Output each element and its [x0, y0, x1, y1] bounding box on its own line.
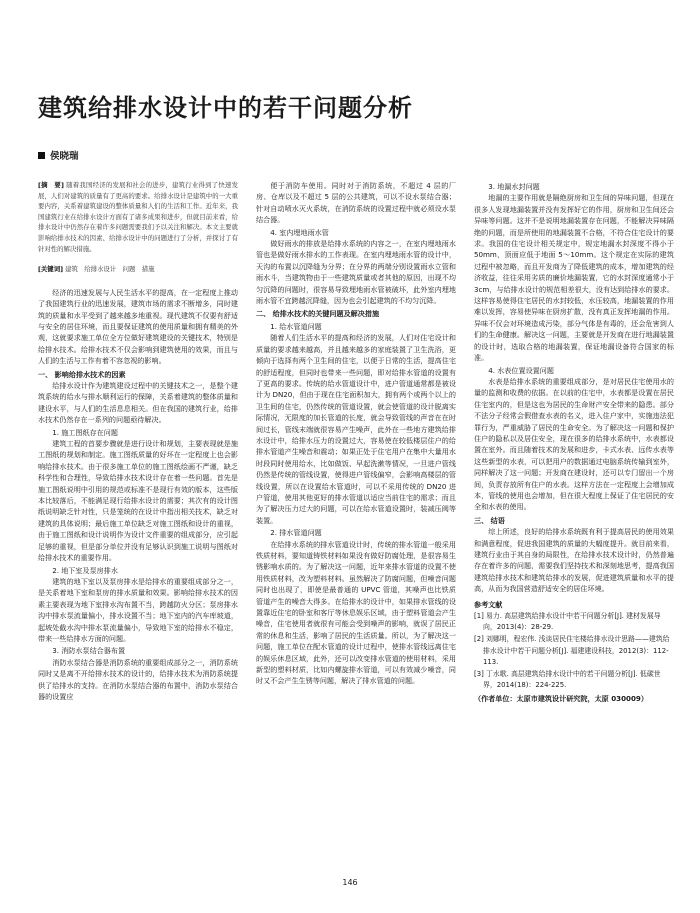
author-affiliation: （作者单位：太原市建筑设计研究院，太原 030009）	[474, 694, 648, 704]
reference-item: [1] 易力. 高层建筑给排水设计中若干问题分析[J]. 建材发展导向，2013(4)：28-29.	[474, 612, 661, 632]
paragraph: 建筑工程的首要步骤就是进行设计和规划，主要表现就是施工图纸的规划和制定。施工图纸质量的好坏在一定程度上也会影响给排水技术。由于很多施工单位的施工图纸绘画不严谨，缺乏科学性和合理性，导致给排水技术设计存在着一些问题。首先是施工图纸说明中引用的规范或标准不是现行有效的版本，这些版本比较落后，不能满足现行给排水设计的需要；其次有的设计图纸说明缺乏针对性，只是笼统的在设计中指出相关技术，缺乏对建筑的具体说明；最后施工单位缺乏对施工图纸和设计的重视，由于施工图纸和设计说明作为设计文件重要的组成部分，应引起足够的重视，但是部分单位并没有足够认识到施工说明与图纸对给排水技术的重要作用。	[38, 439, 238, 563]
author-line	[38, 148, 79, 162]
column-2	[256, 180, 456, 880]
square-bullet-icon	[38, 152, 45, 159]
abstract-label: [摘 要]	[38, 181, 64, 189]
paragraph: 在给排水系统的排水管道设计时，传统的排水管道一般采用铁质材料，要知道铸铁材料如果没有做好防腐处理，是很容易生锈影响水质的。为了解决这一问题，近年来排水管道的设置不使用铁质材料，改为塑料材料。虽然解决了防腐问题，但噪音问题同时也出现了，即使是最普通的 UPVC 管道，其噪声也比铁质管道产生的噪音大得多。在给排水的设计中，如果排水管线的设置靠近住宅的卧室和客厅等休息娱乐区域，由于塑料管道会产生噪音，住宅使用者就很有可能会受到噪声的影响，就误了居民正常的休息和生活，影响了居民的生活质量。所以，为了解决这一问题，施工单位在配水管道的设计过程中，使排水管线远离住宅的娱乐休息区域，此外，还可以改变排水管道的使用材料，采用新型的塑料材质，比如内螺旋排水管道，可以有效减少噪音，同时又不会产生生锈等问题，解决了排水管道的问题。	[256, 539, 456, 686]
column-2-body	[256, 180, 456, 687]
column-1-body	[38, 287, 238, 703]
subsection-heading: 2. 地下室及泵房排水	[52, 565, 118, 575]
abstract-text: 随着我国经济的发展和社会的进步，建筑行业得到了快速发展，人们对建筑的质量有了更高的要求。给排水设计是建筑中的一大重要内容，关系着建筑建设的整体质量和人们的生活和工作。近年来，我国建筑行业在给排水设计方面有了诸多成果和进步，但就目前来看，给排水设计中仍然存在着许多问题需要我们予以关注和解决。本文主要就影响给排水技术的因素、给排水设计中的问题进行了分析，并探讨了有针对性的解决措施。	[38, 181, 238, 253]
reference-item: [3] 丁水歌. 高层建筑给排水设计中的若干问题分析[J]. 低碳世界，2014(18)：224-225.	[474, 670, 661, 690]
paragraph: 水表是给排水系统的重要组成部分，是对居民住宅使用水的量的监测和收费的依据。在以前的住宅中，水表都是设置在居民住宅室内的，但是这也为居民的生命财产安全带来的隐患。部分不法分子经常会假借查水表的名义，进入住户家中，实施违法犯罪行为，严重威胁了居民的生命安全。为了解决这一问题和保护住户的隐私以及居住安全，现在很多的给排水系统中，水表都设置在室外。而且随着技术的发展和进步，卡式水表、远传水表等这些新型的水表，可以把用户的数据通过电脑系统传输到室外，同样解决了这一问题；开发商在建设时，还可以专门留出一个房间，负责存放所有住户的水表。这样方法在一定程度上会增加成本，管线的使用也会增加，但在很大程度上保证了住宅居民的安全和水表的使用。	[474, 376, 674, 512]
subsection-heading: 1. 给水管道问题	[270, 321, 322, 331]
keywords-label: [关键词]	[38, 265, 64, 274]
paper-title: 建筑给排水设计中的若干问题分析	[38, 94, 413, 122]
column-3	[474, 180, 674, 880]
subsection-heading: 1. 施工图纸存在问题	[52, 427, 118, 437]
paragraph: 地漏的主要作用就是隔绝厨房和卫生间的异味问题，但现在很多人发现地漏装置并没有发挥好它的作用，厨房和卫生间还会异味等问题。这并不是说明地漏装置存在问题，不能解决异味隔绝的问题，而是所使用的地漏装置不合格，不符合住宅设计的要求。我国的住宅设计相关规定中，规定地漏水封深度不得小于 50mm，顶面应低于地面 5～10mm。这个规定在实际的建筑过程中被忽略，而且开发商为了降低建筑的成本，增加建筑的经济收益，往往采用劣质的廉价地漏装置，它的水封深度通常小于 3cm，与给排水设计的规范相差很大，没有达到给排水的要求。这样容易使得住宅居民的水封较低，水压较高，地漏装置的作用难以发挥，容易使异味在厨房扩散，没有真正发挥地漏的作用。异味不仅会对环境造成污染，部分气体是有毒的，还会危害到人们的生命健康。解决这一问题，主要就是开发商在进行地漏装置的设计时，选取合格的地漏装置，保证地漏设备符合国家的标准。	[474, 193, 674, 363]
column-1	[38, 180, 238, 870]
keywords	[38, 264, 238, 275]
page-number: 146	[342, 878, 358, 887]
subsection-heading: 3. 消防水泵结合器布置	[52, 646, 126, 656]
paragraph: 综上所述，良好的给排水系统既有利于提高居民的使用效果和满意程度，促进我国建筑的质量的大幅度提升。就目前来看，建筑行业由于其自身的局限性，在给排水技术设计时，仍然普遍存在着许多的问题，需要我们坚持技术和深刻地思考，提高我国建筑给排水技术和建筑给排水的发展，促进建筑质量和水平的提高，从而为我国营造舒适安全的居住环境。	[474, 527, 674, 594]
column-3-body	[474, 181, 674, 595]
reference-item: [2] 刘娜明，程宏伟. 浅谈居民住宅楼给排水设计思路——建筑给排水设计中若干问题分析[J]. 福建建设科技，2012(3)：112-113.	[474, 635, 670, 666]
references-heading: 参考文献	[474, 599, 503, 609]
abstract	[38, 180, 238, 254]
author-name: 侯晓瑞	[50, 151, 79, 162]
section-heading: 二、 给排水技术的关键问题及解决措施	[256, 309, 380, 319]
paragraph: 随着人们生活水平的提高和经济的发展，人们对住宅设计和质量的要求越来越高，并且越来越多的家庭装置了卫生洗浴，更倾向于选择有两个卫生间的住宅，以便于日常的生活，提高住宅的舒适程度，但同时也带来一些问题，即对给排水管道的设置有了更高的要求。传统的给水管道设计中，进户管道通常都是被设计为 DN20，但由于现在住宅面积加大，拥有两个或两个以上的卫生间的住宅，仍然传统的管道设置，就会使管道的设计脱离实际情况，无限度的加长管道的长度，就会导致管线的声音在在时间过长，管线末端就很容易产生噪声，此外在一些地方建筑给排水设计中，给排水压力的设置过大，容易使在较低楼层住户的给排水管道产生噪音和震动；如果正处于住宅用户在集中大量用水时段同时使用给水，比如做饭、早起洗漱等情况，一旦进户管线仍然是传统的管线设置，使得进户管线偏窄，会影响高楼层的管线设置，所以在设置给水管道时，可以不采用传统的 DN20 进户管道，使用其他更好的排水管道以适应当前住宅的需求；而且为了解决压力过大的问题，可以在给水管道设置时，装减压阀等装置。	[256, 333, 456, 525]
paragraph: 建筑的地下室以及泵房排水是给排水的重要组成部分之一，是关系着地下室和泵房的排水质量和效果。影响给排水技术的因素主要表现为地下室排水沟布置不当，跨越防火分区；泵房排水沟中排水泵流量偏小，排水设置不当；地下室内的汽车库坡道，起坡处截水沟中排水泵流量偏小，导致地下室的给排水不稳定，带来一些给排水方面的问题。	[38, 576, 238, 643]
subsection-heading: 3. 地漏水封问题	[488, 182, 540, 191]
keywords-text: 建筑 给排水设计 问题 措施	[65, 265, 155, 274]
paragraph: 消防水泵结合器是消防系统的重要组成部分之一，消防系统同时又是离不开给排水技术的设计的，给排水技术为消防系统提供了给排水的支持。在消防水泵结合器的布置中，消防水泵结合器的设置应	[38, 657, 238, 701]
paragraph: 经济的迅速发展与人民生活水平的提高，在一定程度上推动了我国建筑行业的迅速发展，建筑市场的需求不断增多，同时建筑的质量和水平受到了越来越多地重视。现代建筑不仅要有舒适与安全的居住环境，而且要保证建筑的使用质量和拥有精美的外观，这就要求施工单位全方位做好建筑建设的关键技术，特别是给排水技术。给排水技术不仅会影响到建筑使用的效果，而且与人们的生活与工作有着不容忽视的影响。	[38, 287, 238, 366]
subsection-heading: 4. 室内埋地雨水管	[270, 227, 329, 237]
paragraph: 给排水设计作为建筑建设过程中的关键技术之一，是整个建筑系统的给水与排水顺利运行的保障，关系着建筑的整体质量和建设水平，与人们的生活息息相关。但在我国的建筑行业，给排水技术仍然存在一系列的问题亟待解决。	[38, 381, 238, 425]
paragraph: 便于消防车使用。同时对于消防系统，不超过 4 层的厂房、仓库以及不超过 5 层的公共建筑，可以不设水泵结合器；针对自动喷水灭火系统，在消防系统的设置过程中就必须设水泵结合器。	[256, 181, 456, 225]
section-heading: 三、 结语	[474, 515, 505, 525]
section-heading: 一、 影响给排水技术的因素	[38, 369, 126, 379]
paragraph: 做好雨水的排放是给排水系统的内容之一，在室内埋地雨水管也是做好雨水排水的工作表现。在室内埋地雨水管的设计中，天沟的布置以沉降缝为分界；在分界的两端分别设置雨水立管和雨水斗，当建筑物由于一些建筑质量或者其他的原因，出现不均匀沉降的问题时，很容易导致埋地雨水管被破坏，此外室内埋地雨水管不宜跨越沉降缝，因为也会引起建筑的不均匀沉降。	[256, 239, 456, 306]
subsection-heading: 2. 排水管道问题	[270, 528, 322, 538]
subsection-heading: 4. 水表位置设置问题	[488, 365, 554, 375]
references-list	[474, 611, 674, 691]
